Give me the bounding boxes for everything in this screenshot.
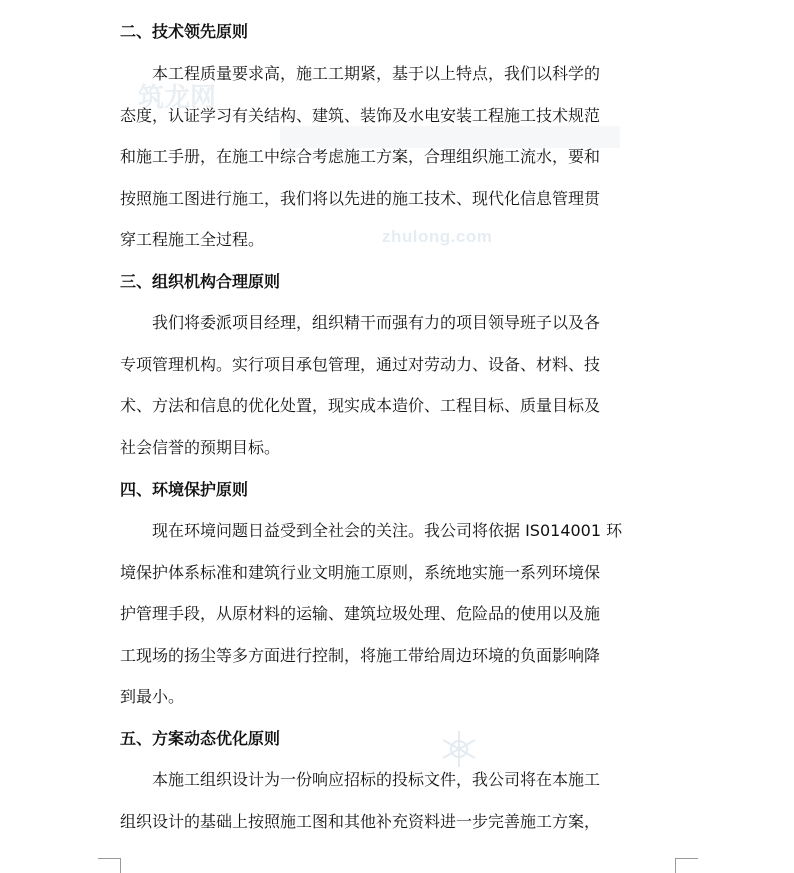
paragraph-line: 按照施工图进行施工，我们将以先进的施工技术、现代化信息管理贯 <box>120 188 601 208</box>
paragraph-line: 护管理手段，从原材料的运输、建筑垃圾处理、危险品的使用以及施 <box>120 604 601 623</box>
paragraph-line: 和施工手册，在施工中综合考虑施工方案，合理组织施工流水，要和 <box>120 147 601 166</box>
paragraph-line: 到最小。 <box>120 687 185 706</box>
page-corner-mark-right <box>675 858 698 873</box>
paragraph-line: 我们将委派项目经理，组织精干而强有力的项目领导班子以及各 <box>120 313 601 332</box>
section-heading-environment: 四、环境保护原则 <box>120 480 249 499</box>
section-paragraph-optimization <box>120 759 676 842</box>
section-paragraph-technology <box>120 53 676 261</box>
paragraph-line: 现在环境问题日益受到全社会的关注。我公司将依据 IS014001 环 <box>120 521 623 540</box>
page-corner-mark-left <box>98 858 121 873</box>
paragraph-line: 本工程质量要求高，施工工期紧，基于以上特点，我们以科学的 <box>120 64 601 83</box>
section-paragraph-organization <box>120 302 676 468</box>
watermark-text: zhulong.com <box>382 227 493 246</box>
paragraph-line: 工现场的扬尘等多方面进行控制，将施工带给周边环境的负面影响降 <box>120 645 601 665</box>
section-heading-technology: 二、技术领先原则 <box>120 22 249 41</box>
paragraph-line: 专项管理机构。实行项目承包管理，通过对劳动力、设备、材料、技 <box>120 354 601 374</box>
paragraph-line: 境保护体系标准和建筑行业文明施工原则，系统地实施一系列环境保 <box>120 562 601 582</box>
paragraph-line: 本施工组织设计为一份响应招标的投标文件，我公司将在本施工 <box>120 770 601 789</box>
svg-text:筑龙网: 筑龙网 <box>138 83 217 113</box>
paragraph-line: 社会信誉的预期目标。 <box>120 437 281 457</box>
section-heading-optimization: 五、方案动态优化原则 <box>120 729 281 748</box>
section-heading-organization: 三、组织机构合理原则 <box>120 272 281 291</box>
paragraph-line: 组织设计的基础上按照施工图和其他补充资料进一步完善施工方案， <box>120 811 601 831</box>
paragraph-line: 穿工程施工全过程。 <box>120 230 265 249</box>
section-paragraph-environment <box>120 510 676 718</box>
paragraph-line: 术、方法和信息的优化处置，现实成本造价、工程目标、质量目标及 <box>120 396 601 415</box>
paragraph-line: 态度，认证学习有关结构、建筑、装饰及水电安装工程施工技术规范 <box>120 105 601 125</box>
